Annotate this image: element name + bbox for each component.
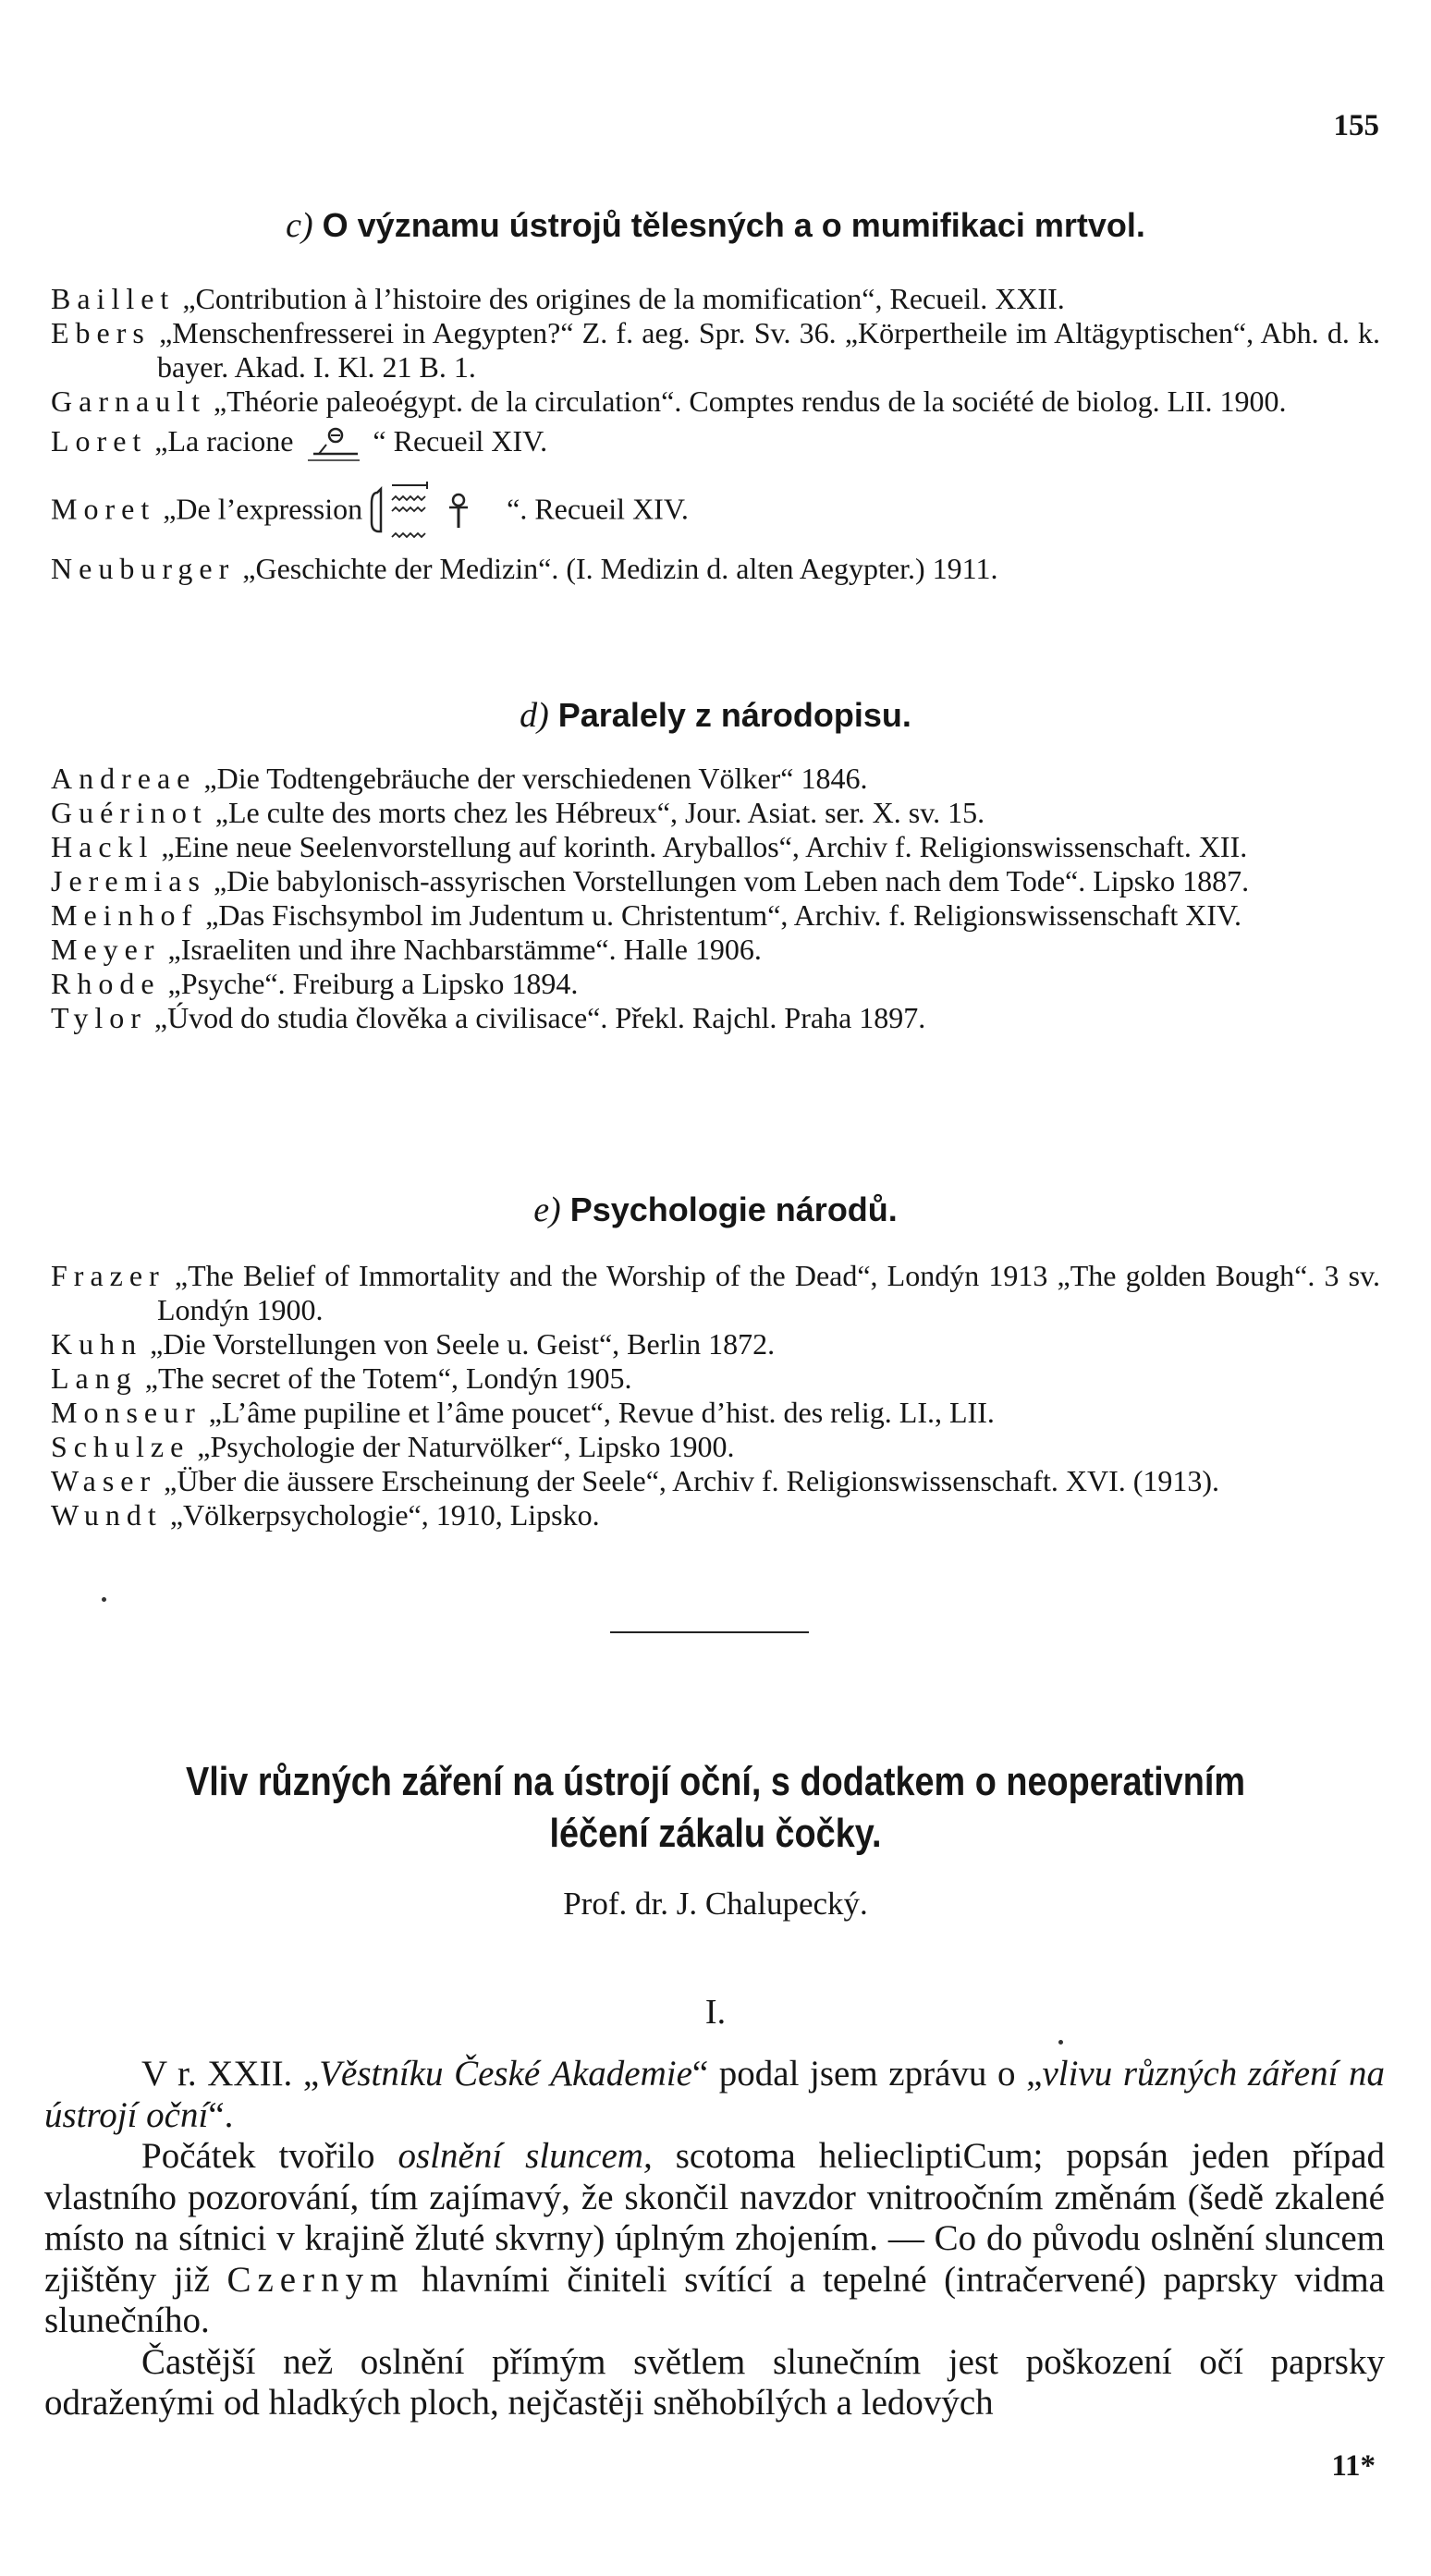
bib-text: „Contribution à l’histoire des origines de la momification“, Recueil. XXII.: [182, 282, 1065, 315]
text-run: “ podal jsem zprávu o „: [691, 2054, 1043, 2094]
bib-author: Rhode: [51, 967, 161, 1000]
text-run: scotoma heliecliptiCum; popsán jeden případ vlastního pozorování, tím zajímavý, že skončil navzdor vnitroočním změnám (šedě zkalené místo na sítnici v krajině žluté skvrny) úplným zhojením. — Co do původu oslnění sluncem zjištěny již: [44, 2136, 1386, 2300]
article-title-line: léčení zákalu čočky.: [549, 1811, 882, 1856]
page-number: 155: [1333, 109, 1379, 142]
section-title: Paralely z národopisu.: [557, 696, 911, 734]
bib-text: „Das Fischsymbol im Judentum u. Christentum“, Archiv. f. Religionswissenschaft XIV.: [205, 898, 1241, 932]
emphasis: vlivu různých záření na ústrojí oční: [44, 2054, 1386, 2135]
bib-author: Garnault: [51, 385, 206, 418]
bib-text: „The secret of the Totem“, Londýn 1905.: [144, 1361, 632, 1395]
article-title-line: Vliv různých záření na ústrojí oční, s dodatkem o neoperativním: [186, 1759, 1245, 1804]
bib-entry: [51, 480, 1380, 544]
bib-author: Guérinot: [51, 796, 208, 829]
emphasis: Věstníku České Akademie: [319, 2054, 692, 2094]
bib-entry: [51, 424, 1380, 463]
bib-author: Monseur: [51, 1396, 202, 1429]
chapter-number: I.: [704, 1993, 727, 2032]
bibliography-d: [51, 762, 1380, 1035]
bib-author: Frazer: [51, 1259, 165, 1292]
bib-text: „Geschichte der Medizin“. (I. Medizin d. alten Aegypter.) 1911.: [242, 551, 998, 585]
bib-text: „Úvod do studia člověka a civilisace“. Překl. Rajchl. Praha 1897.: [153, 1001, 926, 1034]
bib-entry: [51, 385, 1380, 419]
speck: [1058, 2040, 1063, 2045]
bib-author: Lang: [51, 1361, 138, 1395]
bib-author: Neuburger: [51, 551, 236, 585]
bib-text: „Israeliten und ihre Nachbarstämme“. Halle 1906.: [167, 933, 762, 966]
bib-entry: [51, 898, 1380, 933]
bib-entry: [51, 830, 1380, 864]
bib-author: Schulze: [51, 1430, 190, 1463]
bib-entry: [51, 1001, 1380, 1035]
bib-entry: [51, 1259, 1380, 1327]
spaced-name: Czernym: [226, 2259, 405, 2300]
article-author: Prof. dr. J. Chalupecký.: [563, 1886, 868, 1922]
bib-author: Hackl: [51, 830, 154, 863]
bib-entry: [51, 1396, 1380, 1430]
bib-text: „De l’expression: [163, 492, 363, 525]
speck: [102, 1597, 106, 1602]
section-title: O významu ústrojů tělesných a o mumifikaci mrtvol.: [322, 206, 1145, 244]
emphasis: oslnění sluncem,: [398, 2136, 653, 2176]
bib-text: „Psychologie der Naturvölker“, Lipsko 1900.: [197, 1430, 735, 1463]
bib-author: Wundt: [51, 1498, 163, 1532]
article-body: [44, 2054, 1385, 2424]
bib-author: Loret: [51, 424, 148, 458]
paragraph: Častější než oslnění přímým světlem slunečním jest poškození očí paprsky odraženými od hladkých ploch, nejčastěji sněhobílých a ledových: [44, 2341, 1385, 2423]
bib-text: „The Belief of Immortality and the Worship of the Dead“, Londýn 1913 „The golden Bough“. 3 sv. Londýn 1900.: [157, 1259, 1381, 1326]
bib-text: „Völkerpsychologie“, 1910, Lipsko.: [169, 1498, 600, 1532]
bib-text: „Théorie paleoégypt. de la circulation“. Comptes rendus de la société de biolog. LII. 1900.: [213, 385, 1287, 418]
section-letter: c): [286, 206, 313, 245]
signature-mark: 11*: [1331, 2449, 1376, 2483]
bib-text: „Eine neue Seelenvorstellung auf korinth. Aryballos“, Archiv f. Religionswissenschaft. XII.: [161, 830, 1248, 863]
bib-text: “ Recueil XIV.: [373, 424, 548, 458]
section-letter: d): [520, 696, 549, 735]
bib-author: Moret: [51, 492, 156, 525]
bib-entry: [51, 967, 1380, 1001]
bib-entry: [51, 552, 1380, 586]
section-heading-c: [0, 205, 1431, 246]
bib-text: “. Recueil XIV.: [507, 492, 689, 525]
bib-entry: [51, 796, 1380, 830]
paragraph: [44, 2136, 1385, 2342]
bib-entry: [51, 1464, 1380, 1498]
paragraph: [44, 2054, 1385, 2136]
bib-entry: [51, 762, 1380, 796]
bib-author: Waser: [51, 1464, 157, 1497]
bib-text: „Die Vorstellungen von Seele u. Geist“, Berlin 1872.: [150, 1327, 776, 1361]
text-run: hlavními činiteli svítící a tepelné (intračervené) paprsky vidma slunečního.: [44, 2259, 1385, 2340]
bib-text: „Die babylonisch-assyrischen Vorstellungen vom Leben nach dem Tode“. Lipsko 1887.: [213, 864, 1250, 897]
section-letter: e): [533, 1190, 561, 1229]
bib-entry: [51, 1430, 1380, 1464]
hieroglyph-icon: [370, 480, 499, 544]
bibliography-e: [51, 1259, 1380, 1532]
bib-entry: [51, 1327, 1380, 1361]
bib-author: Baillet: [51, 282, 176, 315]
section-title: Psychologie národů.: [569, 1190, 898, 1228]
bib-text: „Psyche“. Freiburg a Lipsko 1894.: [167, 967, 579, 1000]
bib-text: „L’âme pupiline et l’âme poucet“, Revue d’hist. des relig. LI., LII.: [208, 1396, 995, 1429]
bib-entry: [51, 864, 1380, 898]
bib-author: Meyer: [51, 933, 161, 966]
bib-entry: [51, 282, 1380, 316]
text-run: “.: [208, 2094, 234, 2135]
bib-entry: [51, 1498, 1380, 1532]
bib-author: Kuhn: [51, 1327, 143, 1361]
bibliography-c: [51, 282, 1380, 586]
text-run: Počátek tvořilo: [141, 2136, 398, 2176]
bib-author: Ebers: [51, 316, 151, 349]
bib-text: „Menschenfresserei in Aegypten?“ Z. f. aeg. Spr. Sv. 36. „Körpertheile im Altägyptischen“, Abh. d. k. bayer. Akad. I. Kl. 21 B. 1.: [157, 316, 1381, 384]
bib-text: „Über die äussere Erscheinung der Seele“, Archiv f. Religionswissenschaft. XVI. (1913).: [164, 1464, 1220, 1497]
bib-entry: [51, 933, 1380, 967]
bib-entry: [51, 316, 1380, 385]
bib-author: Meinhof: [51, 898, 199, 932]
bib-text: „La racione: [154, 424, 294, 458]
section-divider: [610, 1631, 809, 1633]
bib-author: Jeremias: [51, 864, 206, 897]
bib-entry: [51, 1361, 1380, 1396]
bib-text: „Die Todtengebräuche der verschiedenen Völker“ 1846.: [203, 762, 868, 795]
article-title: [100, 1756, 1330, 1860]
text-run: V r. XXII. „: [141, 2054, 320, 2094]
bib-text: „Le culte des morts chez les Hébreux“, Jour. Asiat. ser. X. sv. 15.: [214, 796, 985, 829]
hieroglyph-icon: [300, 426, 365, 463]
bib-author: Tylor: [51, 1001, 147, 1034]
section-heading-d: [0, 695, 1431, 736]
section-heading-e: [0, 1190, 1431, 1230]
bib-author: Andreae: [51, 762, 197, 795]
